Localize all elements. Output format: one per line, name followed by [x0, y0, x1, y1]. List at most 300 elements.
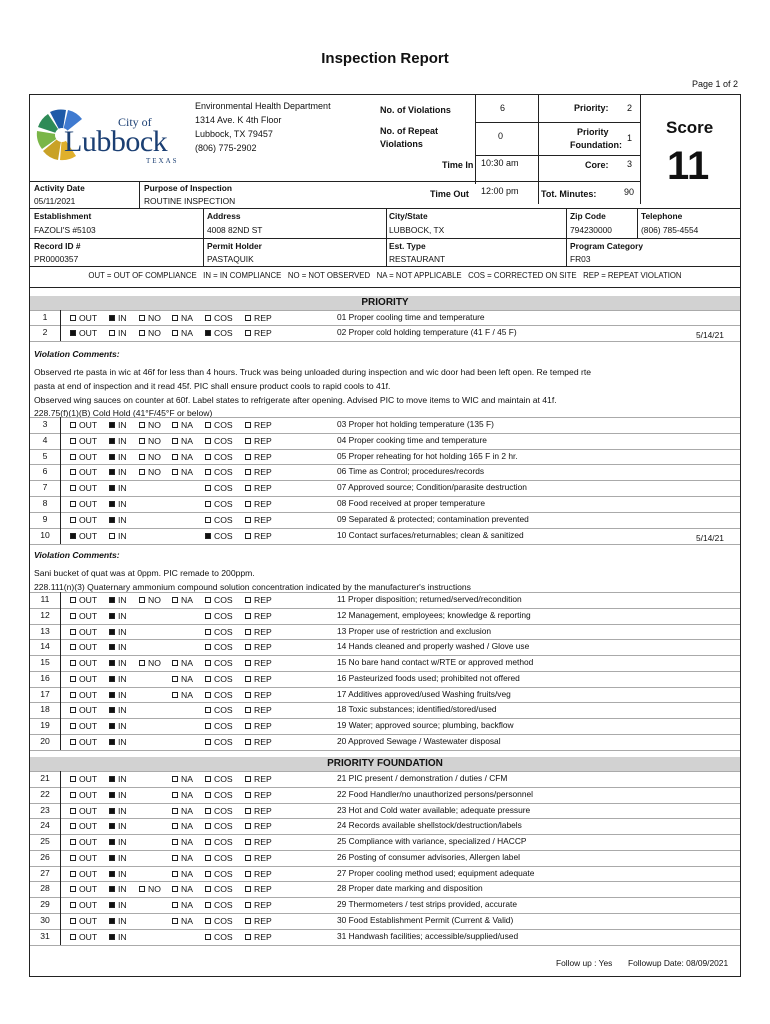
checkbox-icon[interactable]	[109, 934, 115, 940]
option-out[interactable]	[70, 611, 97, 621]
checkbox-icon[interactable]	[109, 676, 115, 682]
option-na[interactable]	[172, 853, 193, 863]
option-cos[interactable]	[205, 642, 233, 652]
checkbox-icon[interactable]	[70, 808, 76, 814]
checkbox-icon[interactable]	[205, 855, 211, 861]
option-no[interactable]	[139, 436, 161, 446]
option-out[interactable]	[70, 790, 97, 800]
checkbox-icon[interactable]	[205, 839, 211, 845]
option-out[interactable]	[70, 721, 97, 731]
checkbox-icon[interactable]	[245, 676, 251, 682]
checkbox-icon[interactable]	[70, 792, 76, 798]
checkbox-icon[interactable]	[70, 823, 76, 829]
option-no[interactable]	[139, 467, 161, 477]
option-rep[interactable]	[245, 483, 272, 493]
option-out[interactable]	[70, 436, 97, 446]
option-out[interactable]	[70, 515, 97, 525]
option-cos[interactable]	[205, 721, 233, 731]
checkbox-icon[interactable]	[70, 629, 76, 635]
checkbox-icon[interactable]	[172, 422, 178, 428]
checkbox-icon[interactable]	[205, 330, 211, 336]
option-rep[interactable]	[245, 837, 272, 847]
option-na[interactable]	[172, 837, 193, 847]
checkbox-icon[interactable]	[172, 823, 178, 829]
option-na[interactable]	[172, 467, 193, 477]
option-cos[interactable]	[205, 853, 233, 863]
checkbox-icon[interactable]	[172, 315, 178, 321]
checkbox-icon[interactable]	[70, 676, 76, 682]
option-rep[interactable]	[245, 705, 272, 715]
checkbox-icon[interactable]	[205, 871, 211, 877]
option-out[interactable]	[70, 313, 97, 323]
checkbox-icon[interactable]	[205, 438, 211, 444]
checkbox-icon[interactable]	[70, 517, 76, 523]
option-cos[interactable]	[205, 420, 233, 430]
checkbox-icon[interactable]	[70, 485, 76, 491]
checkbox-icon[interactable]	[245, 776, 251, 782]
option-rep[interactable]	[245, 869, 272, 879]
option-in[interactable]	[109, 869, 127, 879]
option-in[interactable]	[109, 721, 127, 731]
checkbox-icon[interactable]	[70, 469, 76, 475]
option-cos[interactable]	[205, 595, 233, 605]
checkbox-icon[interactable]	[172, 469, 178, 475]
option-out[interactable]	[70, 627, 97, 637]
option-out[interactable]	[70, 467, 97, 477]
checkbox-icon[interactable]	[109, 723, 115, 729]
checkbox-icon[interactable]	[109, 422, 115, 428]
option-no[interactable]	[139, 884, 161, 894]
checkbox-icon[interactable]	[109, 485, 115, 491]
checkbox-icon[interactable]	[109, 886, 115, 892]
option-na[interactable]	[172, 884, 193, 894]
option-rep[interactable]	[245, 328, 272, 338]
checkbox-icon[interactable]	[172, 871, 178, 877]
checkbox-icon[interactable]	[245, 629, 251, 635]
checkbox-icon[interactable]	[205, 629, 211, 635]
checkbox-icon[interactable]	[245, 918, 251, 924]
checkbox-icon[interactable]	[245, 660, 251, 666]
option-rep[interactable]	[245, 790, 272, 800]
option-rep[interactable]	[245, 721, 272, 731]
option-rep[interactable]	[245, 531, 272, 541]
checkbox-icon[interactable]	[70, 422, 76, 428]
checkbox-icon[interactable]	[70, 613, 76, 619]
option-in[interactable]	[109, 642, 127, 652]
option-in[interactable]	[109, 821, 127, 831]
checkbox-icon[interactable]	[70, 739, 76, 745]
checkbox-icon[interactable]	[172, 918, 178, 924]
checkbox-icon[interactable]	[109, 871, 115, 877]
checkbox-icon[interactable]	[245, 438, 251, 444]
checkbox-icon[interactable]	[245, 792, 251, 798]
option-out[interactable]	[70, 900, 97, 910]
option-out[interactable]	[70, 499, 97, 509]
option-in[interactable]	[109, 737, 127, 747]
option-no[interactable]	[139, 420, 161, 430]
checkbox-icon[interactable]	[70, 454, 76, 460]
option-cos[interactable]	[205, 452, 233, 462]
checkbox-icon[interactable]	[205, 792, 211, 798]
checkbox-icon[interactable]	[245, 330, 251, 336]
option-cos[interactable]	[205, 705, 233, 715]
option-cos[interactable]	[205, 884, 233, 894]
checkbox-icon[interactable]	[109, 438, 115, 444]
checkbox-icon[interactable]	[205, 644, 211, 650]
checkbox-icon[interactable]	[109, 660, 115, 666]
option-no[interactable]	[139, 313, 161, 323]
checkbox-icon[interactable]	[172, 676, 178, 682]
checkbox-icon[interactable]	[139, 422, 145, 428]
checkbox-icon[interactable]	[245, 517, 251, 523]
option-cos[interactable]	[205, 916, 233, 926]
option-out[interactable]	[70, 420, 97, 430]
option-na[interactable]	[172, 674, 193, 684]
checkbox-icon[interactable]	[70, 886, 76, 892]
option-na[interactable]	[172, 690, 193, 700]
option-cos[interactable]	[205, 690, 233, 700]
checkbox-icon[interactable]	[109, 629, 115, 635]
option-in[interactable]	[109, 690, 127, 700]
checkbox-icon[interactable]	[109, 597, 115, 603]
checkbox-icon[interactable]	[172, 902, 178, 908]
checkbox-icon[interactable]	[70, 871, 76, 877]
option-cos[interactable]	[205, 328, 233, 338]
option-no[interactable]	[139, 595, 161, 605]
option-na[interactable]	[172, 806, 193, 816]
checkbox-icon[interactable]	[70, 855, 76, 861]
checkbox-icon[interactable]	[109, 517, 115, 523]
checkbox-icon[interactable]	[172, 855, 178, 861]
checkbox-icon[interactable]	[205, 517, 211, 523]
checkbox-icon[interactable]	[70, 723, 76, 729]
checkbox-icon[interactable]	[109, 533, 115, 539]
checkbox-icon[interactable]	[109, 776, 115, 782]
option-in[interactable]	[109, 499, 127, 509]
option-na[interactable]	[172, 436, 193, 446]
option-out[interactable]	[70, 658, 97, 668]
option-na[interactable]	[172, 916, 193, 926]
option-cos[interactable]	[205, 627, 233, 637]
option-rep[interactable]	[245, 658, 272, 668]
checkbox-icon[interactable]	[70, 644, 76, 650]
checkbox-icon[interactable]	[172, 692, 178, 698]
option-out[interactable]	[70, 837, 97, 847]
checkbox-icon[interactable]	[205, 886, 211, 892]
checkbox-icon[interactable]	[205, 660, 211, 666]
option-rep[interactable]	[245, 515, 272, 525]
checkbox-icon[interactable]	[70, 438, 76, 444]
checkbox-icon[interactable]	[205, 823, 211, 829]
checkbox-icon[interactable]	[205, 692, 211, 698]
checkbox-icon[interactable]	[70, 692, 76, 698]
option-in[interactable]	[109, 420, 127, 430]
checkbox-icon[interactable]	[70, 934, 76, 940]
option-cos[interactable]	[205, 932, 233, 942]
checkbox-icon[interactable]	[245, 707, 251, 713]
checkbox-icon[interactable]	[245, 533, 251, 539]
checkbox-icon[interactable]	[205, 469, 211, 475]
checkbox-icon[interactable]	[109, 918, 115, 924]
checkbox-icon[interactable]	[70, 533, 76, 539]
option-cos[interactable]	[205, 737, 233, 747]
option-rep[interactable]	[245, 642, 272, 652]
checkbox-icon[interactable]	[245, 315, 251, 321]
checkbox-icon[interactable]	[109, 808, 115, 814]
option-rep[interactable]	[245, 467, 272, 477]
option-in[interactable]	[109, 328, 127, 338]
checkbox-icon[interactable]	[109, 644, 115, 650]
checkbox-icon[interactable]	[109, 330, 115, 336]
option-cos[interactable]	[205, 900, 233, 910]
checkbox-icon[interactable]	[205, 613, 211, 619]
option-out[interactable]	[70, 595, 97, 605]
checkbox-icon[interactable]	[245, 485, 251, 491]
option-cos[interactable]	[205, 774, 233, 784]
option-cos[interactable]	[205, 436, 233, 446]
option-rep[interactable]	[245, 774, 272, 784]
option-rep[interactable]	[245, 821, 272, 831]
checkbox-icon[interactable]	[205, 723, 211, 729]
checkbox-icon[interactable]	[245, 644, 251, 650]
option-in[interactable]	[109, 932, 127, 942]
checkbox-icon[interactable]	[139, 886, 145, 892]
option-no[interactable]	[139, 328, 161, 338]
option-cos[interactable]	[205, 658, 233, 668]
checkbox-icon[interactable]	[205, 776, 211, 782]
option-cos[interactable]	[205, 837, 233, 847]
option-in[interactable]	[109, 627, 127, 637]
checkbox-icon[interactable]	[139, 315, 145, 321]
option-in[interactable]	[109, 790, 127, 800]
checkbox-icon[interactable]	[245, 871, 251, 877]
option-in[interactable]	[109, 658, 127, 668]
option-cos[interactable]	[205, 821, 233, 831]
checkbox-icon[interactable]	[109, 902, 115, 908]
checkbox-icon[interactable]	[172, 454, 178, 460]
checkbox-icon[interactable]	[139, 454, 145, 460]
checkbox-icon[interactable]	[205, 533, 211, 539]
option-out[interactable]	[70, 452, 97, 462]
option-out[interactable]	[70, 821, 97, 831]
checkbox-icon[interactable]	[245, 886, 251, 892]
checkbox-icon[interactable]	[109, 707, 115, 713]
option-no[interactable]	[139, 452, 161, 462]
option-in[interactable]	[109, 705, 127, 715]
option-rep[interactable]	[245, 436, 272, 446]
checkbox-icon[interactable]	[245, 839, 251, 845]
option-in[interactable]	[109, 436, 127, 446]
checkbox-icon[interactable]	[109, 315, 115, 321]
checkbox-icon[interactable]	[245, 855, 251, 861]
option-na[interactable]	[172, 420, 193, 430]
checkbox-icon[interactable]	[205, 902, 211, 908]
option-cos[interactable]	[205, 531, 233, 541]
checkbox-icon[interactable]	[205, 315, 211, 321]
checkbox-icon[interactable]	[70, 597, 76, 603]
checkbox-icon[interactable]	[109, 823, 115, 829]
checkbox-icon[interactable]	[172, 597, 178, 603]
checkbox-icon[interactable]	[245, 597, 251, 603]
option-cos[interactable]	[205, 869, 233, 879]
checkbox-icon[interactable]	[172, 839, 178, 845]
checkbox-icon[interactable]	[139, 469, 145, 475]
option-out[interactable]	[70, 674, 97, 684]
option-cos[interactable]	[205, 611, 233, 621]
option-cos[interactable]	[205, 515, 233, 525]
checkbox-icon[interactable]	[109, 692, 115, 698]
option-out[interactable]	[70, 690, 97, 700]
checkbox-icon[interactable]	[70, 315, 76, 321]
option-in[interactable]	[109, 531, 127, 541]
option-rep[interactable]	[245, 420, 272, 430]
option-cos[interactable]	[205, 499, 233, 509]
option-rep[interactable]	[245, 674, 272, 684]
checkbox-icon[interactable]	[205, 676, 211, 682]
option-in[interactable]	[109, 467, 127, 477]
checkbox-icon[interactable]	[205, 597, 211, 603]
option-out[interactable]	[70, 531, 97, 541]
option-in[interactable]	[109, 806, 127, 816]
option-out[interactable]	[70, 705, 97, 715]
checkbox-icon[interactable]	[70, 660, 76, 666]
checkbox-icon[interactable]	[245, 723, 251, 729]
checkbox-icon[interactable]	[205, 808, 211, 814]
checkbox-icon[interactable]	[172, 886, 178, 892]
option-out[interactable]	[70, 737, 97, 747]
checkbox-icon[interactable]	[245, 469, 251, 475]
option-cos[interactable]	[205, 806, 233, 816]
checkbox-icon[interactable]	[139, 597, 145, 603]
option-rep[interactable]	[245, 916, 272, 926]
checkbox-icon[interactable]	[109, 454, 115, 460]
checkbox-icon[interactable]	[172, 792, 178, 798]
option-rep[interactable]	[245, 900, 272, 910]
checkbox-icon[interactable]	[245, 902, 251, 908]
checkbox-icon[interactable]	[109, 855, 115, 861]
option-out[interactable]	[70, 483, 97, 493]
checkbox-icon[interactable]	[245, 739, 251, 745]
option-out[interactable]	[70, 774, 97, 784]
checkbox-icon[interactable]	[205, 501, 211, 507]
option-na[interactable]	[172, 595, 193, 605]
checkbox-icon[interactable]	[70, 776, 76, 782]
option-cos[interactable]	[205, 674, 233, 684]
checkbox-icon[interactable]	[205, 454, 211, 460]
option-rep[interactable]	[245, 853, 272, 863]
checkbox-icon[interactable]	[70, 839, 76, 845]
option-cos[interactable]	[205, 467, 233, 477]
option-cos[interactable]	[205, 313, 233, 323]
option-in[interactable]	[109, 853, 127, 863]
checkbox-icon[interactable]	[205, 707, 211, 713]
checkbox-icon[interactable]	[245, 692, 251, 698]
option-rep[interactable]	[245, 627, 272, 637]
option-in[interactable]	[109, 837, 127, 847]
checkbox-icon[interactable]	[205, 739, 211, 745]
option-rep[interactable]	[245, 499, 272, 509]
option-na[interactable]	[172, 328, 193, 338]
option-na[interactable]	[172, 869, 193, 879]
option-rep[interactable]	[245, 884, 272, 894]
option-na[interactable]	[172, 790, 193, 800]
checkbox-icon[interactable]	[70, 707, 76, 713]
checkbox-icon[interactable]	[205, 485, 211, 491]
checkbox-icon[interactable]	[139, 438, 145, 444]
option-rep[interactable]	[245, 806, 272, 816]
option-cos[interactable]	[205, 790, 233, 800]
checkbox-icon[interactable]	[109, 501, 115, 507]
checkbox-icon[interactable]	[205, 918, 211, 924]
option-in[interactable]	[109, 452, 127, 462]
option-rep[interactable]	[245, 595, 272, 605]
option-no[interactable]	[139, 658, 161, 668]
option-na[interactable]	[172, 658, 193, 668]
option-rep[interactable]	[245, 932, 272, 942]
option-in[interactable]	[109, 483, 127, 493]
checkbox-icon[interactable]	[109, 613, 115, 619]
checkbox-icon[interactable]	[172, 776, 178, 782]
option-in[interactable]	[109, 611, 127, 621]
option-out[interactable]	[70, 916, 97, 926]
option-out[interactable]	[70, 884, 97, 894]
checkbox-icon[interactable]	[205, 422, 211, 428]
checkbox-icon[interactable]	[172, 808, 178, 814]
option-rep[interactable]	[245, 737, 272, 747]
option-in[interactable]	[109, 674, 127, 684]
option-rep[interactable]	[245, 452, 272, 462]
option-out[interactable]	[70, 932, 97, 942]
checkbox-icon[interactable]	[245, 501, 251, 507]
option-na[interactable]	[172, 452, 193, 462]
checkbox-icon[interactable]	[245, 823, 251, 829]
option-rep[interactable]	[245, 690, 272, 700]
option-rep[interactable]	[245, 313, 272, 323]
option-out[interactable]	[70, 642, 97, 652]
checkbox-icon[interactable]	[172, 438, 178, 444]
checkbox-icon[interactable]	[109, 469, 115, 475]
option-in[interactable]	[109, 313, 127, 323]
option-na[interactable]	[172, 313, 193, 323]
checkbox-icon[interactable]	[205, 934, 211, 940]
option-out[interactable]	[70, 853, 97, 863]
option-in[interactable]	[109, 515, 127, 525]
checkbox-icon[interactable]	[139, 330, 145, 336]
option-out[interactable]	[70, 869, 97, 879]
option-in[interactable]	[109, 884, 127, 894]
option-na[interactable]	[172, 821, 193, 831]
checkbox-icon[interactable]	[70, 902, 76, 908]
option-out[interactable]	[70, 328, 97, 338]
checkbox-icon[interactable]	[70, 501, 76, 507]
checkbox-icon[interactable]	[245, 934, 251, 940]
option-rep[interactable]	[245, 611, 272, 621]
checkbox-icon[interactable]	[109, 839, 115, 845]
checkbox-icon[interactable]	[245, 613, 251, 619]
checkbox-icon[interactable]	[245, 808, 251, 814]
checkbox-icon[interactable]	[70, 330, 76, 336]
checkbox-icon[interactable]	[172, 330, 178, 336]
option-cos[interactable]	[205, 483, 233, 493]
option-in[interactable]	[109, 595, 127, 605]
option-na[interactable]	[172, 774, 193, 784]
option-out[interactable]	[70, 806, 97, 816]
checkbox-icon[interactable]	[172, 660, 178, 666]
option-in[interactable]	[109, 774, 127, 784]
checkbox-icon[interactable]	[245, 422, 251, 428]
option-in[interactable]	[109, 916, 127, 926]
checkbox-icon[interactable]	[109, 739, 115, 745]
